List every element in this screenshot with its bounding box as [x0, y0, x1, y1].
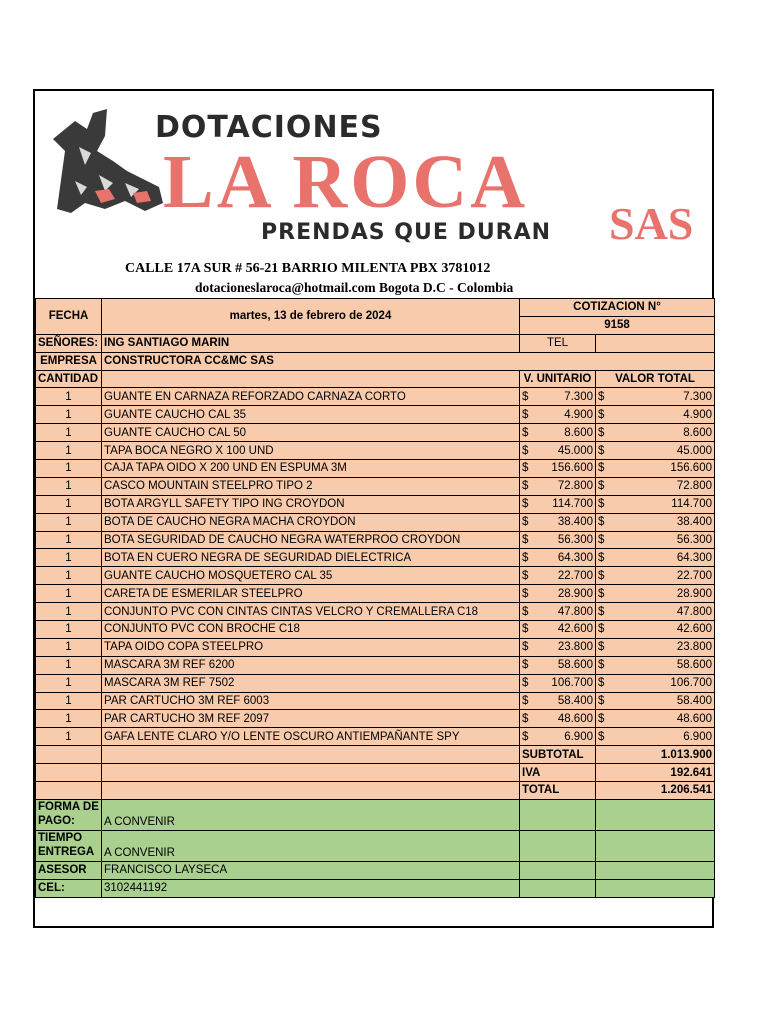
- table-row: [36, 460, 715, 478]
- iva-spacer-a: [36, 764, 102, 782]
- iva-value: 192.641: [596, 764, 715, 782]
- item-total-price: [596, 477, 715, 495]
- currency-sign: $: [522, 659, 529, 672]
- table-row: [36, 495, 715, 513]
- fecha-label: FECHA: [36, 299, 102, 335]
- subtotal-spacer-b: [102, 746, 520, 764]
- item-total-price-amount: 64.300: [676, 551, 712, 564]
- descripcion-header: [102, 370, 520, 388]
- subtotal-row: [36, 746, 715, 764]
- total-label: TOTAL: [520, 782, 596, 800]
- tel-value: [596, 334, 715, 352]
- subtotal-spacer-a: [36, 746, 102, 764]
- item-qty: 1: [36, 549, 102, 567]
- item-unit-price-amount: 48.600: [557, 712, 593, 725]
- item-unit-price-amount: 47.800: [557, 605, 593, 618]
- table-row: [36, 567, 715, 585]
- currency-sign: $: [598, 551, 605, 564]
- item-unit-price: [520, 549, 596, 567]
- item-total-price: [596, 638, 715, 656]
- quotation-table: [35, 298, 715, 898]
- total-row: [36, 782, 715, 800]
- iva-spacer-b: [102, 764, 520, 782]
- currency-sign: $: [598, 641, 605, 654]
- currency-sign: $: [522, 408, 529, 421]
- item-total-price: [596, 460, 715, 478]
- item-unit-price: [520, 603, 596, 621]
- pago-row: [36, 799, 715, 830]
- item-description: GAFA LENTE CLARO Y/O LENTE OSCURO ANTIEMPAÑANTE SPY: [102, 728, 520, 746]
- item-total-price-amount: 4.900: [683, 408, 712, 421]
- item-description: CONJUNTO PVC CON CINTAS CINTAS VELCRO Y CREMALLERA C18: [102, 603, 520, 621]
- item-unit-price: [520, 656, 596, 674]
- item-description: PAR CARTUCHO 3M REF 2097: [102, 710, 520, 728]
- item-qty: 1: [36, 424, 102, 442]
- item-description: TAPA OIDO COPA STEELPRO: [102, 638, 520, 656]
- item-unit-price-amount: 56.300: [557, 534, 593, 547]
- item-total-price-amount: 23.800: [676, 641, 712, 654]
- cotizacion-number: 9158: [520, 316, 715, 334]
- table-row: [36, 477, 715, 495]
- item-total-price-amount: 22.700: [676, 569, 712, 582]
- entrega-blank-b: [596, 830, 715, 861]
- item-description: BOTA ARGYLL SAFETY TIPO ING CROYDON: [102, 495, 520, 513]
- item-qty: 1: [36, 531, 102, 549]
- item-total-price: [596, 388, 715, 406]
- currency-sign: $: [522, 498, 529, 511]
- item-unit-price: [520, 710, 596, 728]
- item-description: MASCARA 3M REF 7502: [102, 674, 520, 692]
- table-row: [36, 638, 715, 656]
- item-description: BOTA DE CAUCHO NEGRA MACHA CROYDON: [102, 513, 520, 531]
- item-total-price: [596, 549, 715, 567]
- entrega-row: [36, 830, 715, 861]
- table-row: [36, 656, 715, 674]
- item-description: BOTA EN CUERO NEGRA DE SEGURIDAD DIELECTRICA: [102, 549, 520, 567]
- currency-sign: $: [522, 534, 529, 547]
- currency-sign: $: [598, 408, 605, 421]
- currency-sign: $: [522, 551, 529, 564]
- asesor-value: FRANCISCO LAYSECA: [102, 861, 520, 879]
- pago-label: FORMA DE PAGO:: [36, 799, 102, 830]
- total-spacer-b: [102, 782, 520, 800]
- item-description: PAR CARTUCHO 3M REF 6003: [102, 692, 520, 710]
- item-unit-price: [520, 513, 596, 531]
- item-qty: 1: [36, 477, 102, 495]
- currency-sign: $: [522, 712, 529, 725]
- pago-blank-b: [596, 799, 715, 830]
- item-description: MASCARA 3M REF 6200: [102, 656, 520, 674]
- empresa-value: CONSTRUCTORA CC&MC SAS: [102, 352, 715, 370]
- total-header: VALOR TOTAL: [596, 370, 715, 388]
- table-row: [36, 621, 715, 639]
- item-unit-price: [520, 567, 596, 585]
- item-unit-price: [520, 531, 596, 549]
- empresa-label: EMPRESA: [36, 352, 102, 370]
- currency-sign: $: [522, 516, 529, 529]
- item-total-price: [596, 531, 715, 549]
- item-total-price-amount: 6.900: [683, 730, 712, 743]
- item-qty: 1: [36, 567, 102, 585]
- item-description: GUANTE CAUCHO CAL 35: [102, 406, 520, 424]
- item-qty: 1: [36, 638, 102, 656]
- unitario-header: V. UNITARIO: [520, 370, 596, 388]
- item-description: GUANTE CAUCHO MOSQUETERO CAL 35: [102, 567, 520, 585]
- item-total-price: [596, 513, 715, 531]
- currency-sign: $: [522, 390, 529, 403]
- item-total-price: [596, 728, 715, 746]
- pago-blank-a: [520, 799, 596, 830]
- item-total-price-amount: 8.600: [683, 426, 712, 439]
- brand-top: DOTACIONES: [155, 110, 383, 145]
- asesor-blank-b: [596, 861, 715, 879]
- brand-tagline: PRENDAS QUE DURAN: [261, 220, 552, 245]
- item-unit-price-amount: 64.300: [557, 551, 593, 564]
- table-row: [36, 424, 715, 442]
- item-total-price: [596, 621, 715, 639]
- currency-sign: $: [598, 587, 605, 600]
- item-total-price-amount: 106.700: [670, 677, 712, 690]
- entrega-value: A CONVENIR: [102, 830, 520, 861]
- item-total-price-amount: 58.400: [676, 695, 712, 708]
- item-unit-price: [520, 442, 596, 460]
- currency-sign: $: [598, 480, 605, 493]
- table-row: [36, 728, 715, 746]
- currency-sign: $: [598, 426, 605, 439]
- table-row: [36, 531, 715, 549]
- currency-sign: $: [522, 695, 529, 708]
- subtotal-value: 1.013.900: [596, 746, 715, 764]
- cotizacion-label: COTIZACION N°: [520, 299, 715, 317]
- item-qty: 1: [36, 513, 102, 531]
- item-total-price-amount: 28.900: [676, 587, 712, 600]
- item-total-price: [596, 692, 715, 710]
- currency-sign: $: [522, 677, 529, 690]
- item-total-price-amount: 56.300: [676, 534, 712, 547]
- currency-sign: $: [598, 712, 605, 725]
- item-unit-price-amount: 114.700: [552, 498, 593, 511]
- tel-label: TEL: [520, 334, 596, 352]
- item-unit-price: [520, 460, 596, 478]
- item-unit-price-amount: 156.600: [551, 462, 593, 475]
- item-total-price: [596, 656, 715, 674]
- item-unit-price: [520, 621, 596, 639]
- table-row: [36, 388, 715, 406]
- currency-sign: $: [522, 480, 529, 493]
- company-address: CALLE 17A SUR # 56-21 BARRIO MILENTA PBX 3781012: [125, 261, 491, 276]
- item-qty: 1: [36, 710, 102, 728]
- item-description: TAPA BOCA NEGRO X 100 UND: [102, 442, 520, 460]
- item-total-price-amount: 45.000: [676, 444, 712, 457]
- item-unit-price: [520, 674, 596, 692]
- currency-sign: $: [522, 426, 529, 439]
- item-unit-price: [520, 495, 596, 513]
- currency-sign: $: [598, 516, 605, 529]
- iva-row: [36, 764, 715, 782]
- item-unit-price-amount: 58.600: [557, 659, 593, 672]
- currency-sign: $: [598, 730, 605, 743]
- item-qty: 1: [36, 674, 102, 692]
- entrega-blank-a: [520, 830, 596, 861]
- currency-sign: $: [522, 462, 529, 475]
- currency-sign: $: [598, 605, 605, 618]
- item-unit-price-amount: 7.300: [564, 390, 593, 403]
- item-total-price-amount: 38.400: [676, 516, 712, 529]
- total-value: 1.206.541: [596, 782, 715, 800]
- item-unit-price: [520, 406, 596, 424]
- item-total-price: [596, 710, 715, 728]
- item-total-price: [596, 406, 715, 424]
- item-unit-price-amount: 22.700: [557, 569, 593, 582]
- currency-sign: $: [522, 569, 529, 582]
- cel-row: [36, 879, 715, 897]
- item-unit-price-amount: 28.900: [557, 587, 593, 600]
- asesor-blank-a: [520, 861, 596, 879]
- item-qty: 1: [36, 585, 102, 603]
- table-row: [36, 442, 715, 460]
- item-qty: 1: [36, 656, 102, 674]
- item-unit-price-amount: 42.600: [557, 623, 593, 636]
- item-total-price-amount: 114.700: [671, 498, 712, 511]
- currency-sign: $: [598, 534, 605, 547]
- asesor-label: ASESOR: [36, 861, 102, 879]
- item-unit-price-amount: 106.700: [551, 677, 593, 690]
- item-total-price-amount: 72.800: [676, 480, 712, 493]
- item-total-price-amount: 42.600: [676, 623, 712, 636]
- item-unit-price-amount: 8.600: [564, 426, 593, 439]
- currency-sign: $: [598, 569, 605, 582]
- item-unit-price: [520, 424, 596, 442]
- item-total-price-amount: 7.300: [683, 390, 712, 403]
- item-unit-price: [520, 692, 596, 710]
- item-unit-price: [520, 585, 596, 603]
- item-description: BOTA SEGURIDAD DE CAUCHO NEGRA WATERPROO CROYDON: [102, 531, 520, 549]
- item-unit-price: [520, 638, 596, 656]
- cantidad-header: CANTIDAD: [36, 370, 102, 388]
- item-description: CASCO MOUNTAIN STEELPRO TIPO 2: [102, 477, 520, 495]
- item-description: CONJUNTO PVC CON BROCHE C18: [102, 621, 520, 639]
- currency-sign: $: [598, 695, 605, 708]
- item-total-price-amount: 58.600: [676, 659, 712, 672]
- item-total-price: [596, 674, 715, 692]
- item-unit-price-amount: 6.900: [564, 730, 593, 743]
- currency-sign: $: [598, 498, 605, 511]
- item-qty: 1: [36, 728, 102, 746]
- item-unit-price-amount: 4.900: [564, 408, 593, 421]
- item-unit-price: [520, 388, 596, 406]
- table-row: [36, 603, 715, 621]
- brand-suffix: SAS: [609, 198, 694, 249]
- quotation-sheet: [33, 89, 714, 928]
- senores-label: SEÑORES:: [36, 334, 102, 352]
- table-row: [36, 549, 715, 567]
- currency-sign: $: [522, 587, 529, 600]
- item-qty: 1: [36, 460, 102, 478]
- rock-mountain-icon: [53, 109, 163, 213]
- item-qty: 1: [36, 621, 102, 639]
- item-qty: 1: [36, 495, 102, 513]
- item-total-price: [596, 603, 715, 621]
- currency-sign: $: [598, 677, 605, 690]
- item-description: GUANTE EN CARNAZA REFORZADO CARNAZA CORTO: [102, 388, 520, 406]
- item-qty: 1: [36, 442, 102, 460]
- table-row: [36, 513, 715, 531]
- item-qty: 1: [36, 603, 102, 621]
- currency-sign: $: [522, 444, 529, 457]
- company-logo: [35, 91, 712, 256]
- item-unit-price: [520, 477, 596, 495]
- item-qty: 1: [36, 388, 102, 406]
- subtotal-label: SUBTOTAL: [520, 746, 596, 764]
- item-qty: 1: [36, 406, 102, 424]
- item-description: CARETA DE ESMERILAR STEELPRO: [102, 585, 520, 603]
- company-contact: dotacioneslaroca@hotmail.com Bogota D.C - Colombia: [195, 280, 514, 295]
- item-description: CAJA TAPA OIDO X 200 UND EN ESPUMA 3M: [102, 460, 520, 478]
- item-total-price-amount: 156.600: [670, 462, 712, 475]
- cel-label: CEL:: [36, 879, 102, 897]
- currency-sign: $: [598, 659, 605, 672]
- item-unit-price-amount: 23.800: [557, 641, 593, 654]
- table-row: [36, 406, 715, 424]
- item-unit-price-amount: 72.800: [557, 480, 593, 493]
- currency-sign: $: [522, 730, 529, 743]
- table-row: [36, 710, 715, 728]
- table-row: [36, 585, 715, 603]
- table-row: [36, 674, 715, 692]
- item-total-price: [596, 424, 715, 442]
- item-unit-price-amount: 45.000: [557, 444, 593, 457]
- brand-main: LA ROCA: [163, 140, 529, 224]
- item-total-price: [596, 442, 715, 460]
- item-total-price-amount: 47.800: [676, 605, 712, 618]
- currency-sign: $: [522, 623, 529, 636]
- currency-sign: $: [598, 623, 605, 636]
- senores-value: ING SANTIAGO MARIN: [102, 334, 520, 352]
- currency-sign: $: [522, 605, 529, 618]
- item-total-price: [596, 567, 715, 585]
- cel-blank-a: [520, 879, 596, 897]
- fecha-value: martes, 13 de febrero de 2024: [102, 299, 520, 335]
- asesor-row: [36, 861, 715, 879]
- item-unit-price-amount: 38.400: [557, 516, 593, 529]
- iva-label: IVA: [520, 764, 596, 782]
- currency-sign: $: [598, 390, 605, 403]
- currency-sign: $: [522, 641, 529, 654]
- item-total-price-amount: 48.600: [676, 712, 712, 725]
- total-spacer-a: [36, 782, 102, 800]
- item-unit-price: [520, 728, 596, 746]
- item-total-price: [596, 495, 715, 513]
- item-qty: 1: [36, 692, 102, 710]
- currency-sign: $: [598, 444, 605, 457]
- entrega-label: TIEMPO ENTREGA: [36, 830, 102, 861]
- item-unit-price-amount: 58.400: [557, 695, 593, 708]
- item-total-price: [596, 585, 715, 603]
- table-row: [36, 692, 715, 710]
- item-description: GUANTE CAUCHO CAL 50: [102, 424, 520, 442]
- cel-value: 3102441192: [102, 879, 520, 897]
- cel-blank-b: [596, 879, 715, 897]
- pago-value: A CONVENIR: [102, 799, 520, 830]
- currency-sign: $: [598, 462, 605, 475]
